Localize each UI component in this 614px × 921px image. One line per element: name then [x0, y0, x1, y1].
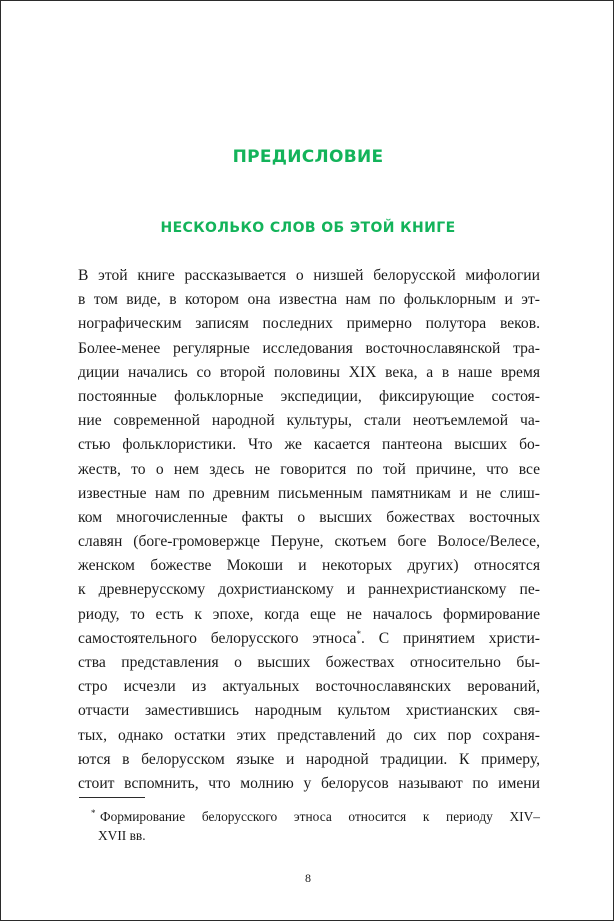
- footnote-line: XVII вв.: [98, 828, 146, 843]
- body-line: ком многочисленные факты о высших божествах восточных: [78, 508, 540, 526]
- body-line: к древнерусскому дохристианскому и раннехристианскому пе-: [78, 581, 540, 599]
- footnote-line: Формирование белорусского этноса относится к периоду XIV–: [100, 809, 540, 824]
- body-line: нографическим записям последних примерно полутора веков.: [78, 315, 540, 333]
- section-title: НЕСКОЛЬКО СЛОВ ОБ ЭТОЙ КНИГЕ: [160, 220, 456, 236]
- page-number: 8: [305, 871, 311, 885]
- body-line-text: . С принятием христи-: [360, 629, 540, 647]
- body-line: диции начались со второй половины XIX века, а в наше время: [78, 363, 540, 381]
- body-line: риоду, то есть к эпохе, когда еще не началось формирование: [78, 605, 540, 623]
- body-line: Более-менее регулярные исследования восточнославянской тра-: [78, 339, 540, 357]
- body-line: известные нам по древним письменным памятникам и не слиш-: [78, 484, 540, 502]
- body-line-text: самостоятельного белорусского этноса: [78, 629, 357, 647]
- body-line: тых, однако остатки этих представлений до сих пор сохраня-: [78, 726, 540, 744]
- footnote-divider: [79, 797, 145, 798]
- body-line: стью фольклористики. Что же касается пантеона высших бо-: [78, 436, 540, 454]
- body-text: [78, 264, 540, 796]
- body-line: жеств, то о нем здесь не говорится по той причине, что все: [78, 460, 540, 478]
- body-line: стоит вспомнить, что молнию у белорусов называют по имени: [78, 774, 540, 792]
- body-line: ние современной народной культуры, стали неотъемлемой ча-: [78, 412, 540, 430]
- body-line: ства представления о высших божествах относительно бы-: [78, 654, 540, 671]
- footnote: [91, 807, 540, 845]
- body-line: в том виде, в котором она известна нам по фольклорным и эт-: [78, 291, 540, 309]
- body-line: отчасти заместившись народным культом христианских свя-: [78, 702, 540, 720]
- body-line: ются в белорусском языке и народной традиции. К примеру,: [78, 750, 540, 768]
- footnote-marker: *: [91, 808, 96, 818]
- body-line: славян (боге-громовержце Перуне, скотьем боге Волосе/Велесе,: [78, 533, 540, 551]
- body-line: В этой книге рассказывается о низшей белорусской мифологии: [78, 267, 540, 284]
- body-line: стро исчезли из актуальных восточнославянских верований,: [78, 678, 540, 696]
- body-line: постоянные фольклорные экспедиции, фиксирующие состоя-: [78, 387, 540, 405]
- body-line-with-footnote-ref: [78, 627, 540, 651]
- body-line: женском божестве Мокоши и некоторых других) относятся: [78, 557, 540, 575]
- footnote-reference[interactable]: *: [356, 628, 361, 639]
- chapter-title: ПРЕДИСЛОВИЕ: [232, 147, 384, 167]
